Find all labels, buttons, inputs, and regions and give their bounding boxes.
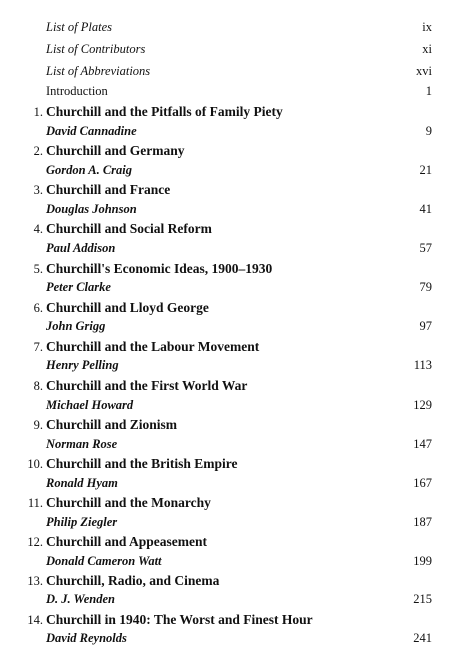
chapter-number: 9.	[33, 418, 43, 432]
page-number: ix	[422, 20, 432, 34]
page-number: 21	[419, 163, 432, 177]
page-number: 241	[413, 631, 432, 645]
chapter-number: 10.	[27, 457, 43, 471]
page-number: 1	[425, 84, 432, 98]
page-number: 167	[413, 476, 432, 490]
page-number: 9	[425, 124, 432, 138]
chapter-author: Paul Addison	[46, 241, 116, 255]
front-matter-entry	[0, 39, 460, 59]
page-number: 147	[413, 437, 432, 451]
chapter-author: Ronald Hyam	[46, 476, 118, 490]
entry-label: List of Contributors	[46, 42, 146, 56]
chapter-title: Churchill and Lloyd George	[46, 300, 209, 315]
chapter-author: David Reynolds	[46, 631, 127, 645]
chapter-title: Churchill and the Labour Movement	[46, 339, 260, 354]
chapter-title: Churchill and Social Reform	[46, 221, 212, 236]
chapter-title: Churchill, Radio, and Cinema	[46, 573, 220, 588]
page-number: 79	[419, 280, 432, 294]
chapter-author: Philip Ziegler	[46, 515, 118, 529]
page-number: 129	[413, 398, 432, 412]
chapter-title: Churchill and the Monarchy	[46, 495, 211, 510]
chapter-number: 2.	[33, 144, 43, 158]
chapter-author: Henry Pelling	[46, 358, 119, 372]
chapter-title: Churchill and Germany	[46, 143, 185, 158]
page-number: 41	[419, 202, 432, 216]
chapter-title: Churchill and the British Empire	[46, 456, 238, 471]
chapter-number: 13.	[27, 574, 43, 588]
chapter-number: 1.	[33, 105, 43, 119]
front-matter-entry	[0, 17, 460, 37]
front-matter-entry	[0, 61, 460, 81]
chapter-title: Churchill's Economic Ideas, 1900–1930	[46, 261, 273, 276]
chapter-number: 5.	[33, 262, 43, 276]
page-number: 97	[419, 319, 432, 333]
page-number: xvi	[416, 64, 432, 78]
page-number: 215	[413, 592, 432, 606]
chapter-author: D. J. Wenden	[46, 592, 115, 606]
chapter-number: 11.	[27, 496, 43, 510]
chapter-title: Churchill and the First World War	[46, 378, 248, 393]
entry-label: List of Abbreviations	[46, 64, 151, 78]
chapter-author: Norman Rose	[46, 437, 118, 451]
page-number: xi	[422, 42, 432, 56]
page-number: 187	[413, 515, 432, 529]
chapter-number: 7.	[33, 340, 43, 354]
chapter-number: 8.	[33, 379, 43, 393]
chapter-title: Churchill and the Pitfalls of Family Piety	[46, 104, 283, 119]
chapter-author: John Grigg	[46, 319, 106, 333]
page-number: 57	[419, 241, 432, 255]
chapter-author: Douglas Johnson	[46, 202, 137, 216]
chapter-title: Churchill and Zionism	[46, 417, 178, 432]
page-number: 199	[413, 554, 432, 568]
entry-label: Introduction	[46, 84, 108, 98]
chapter-author: Gordon A. Craig	[46, 163, 133, 177]
chapter-author: Peter Clarke	[46, 280, 111, 294]
chapter-author: David Cannadine	[46, 124, 137, 138]
chapter-title: Churchill in 1940: The Worst and Finest Hour	[46, 612, 313, 627]
chapter-number: 12.	[27, 535, 43, 549]
chapter-author: Michael Howard	[46, 398, 134, 412]
chapter-number: 4.	[33, 222, 43, 236]
front-matter-entry	[0, 81, 460, 101]
entry-label: List of Plates	[46, 20, 112, 34]
chapter-number: 6.	[33, 301, 43, 315]
chapter-author: Donald Cameron Watt	[46, 554, 162, 568]
page-number: 113	[413, 358, 432, 372]
chapter-title: Churchill and France	[46, 182, 171, 197]
chapter-number: 14.	[27, 613, 43, 627]
chapter-title: Churchill and Appeasement	[46, 534, 208, 549]
chapter-number: 3.	[33, 183, 43, 197]
